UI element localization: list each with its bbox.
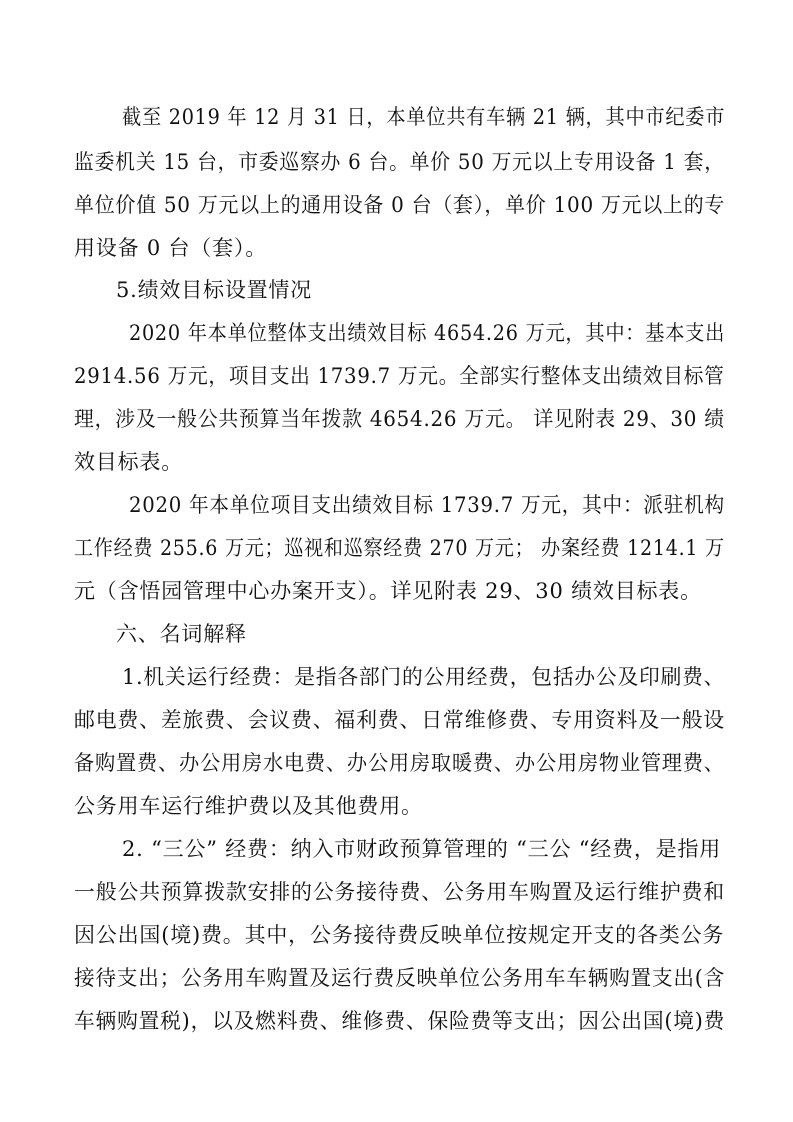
text-line: 理，涉及一般公共预算当年拨款 4654.26 万元。 详见附表 29、30 绩 <box>74 407 725 431</box>
text-line: 车辆购置税)，以及燃料费、维修费、保险费等支出；因公出国(境)费 <box>74 1009 726 1033</box>
text-line: 一般公共预算拨款安排的公务接待费、公务用车购置及运行维护费和 <box>74 880 725 904</box>
text-line: 1.机关运行经费：是指各部门的公用经费，包括办公及印刷费、 <box>122 665 726 689</box>
text-line: 邮电费、差旅费、会议费、福利费、日常维修费、专用资料及一般设 <box>74 708 725 732</box>
text-line: 2020 年本单位项目支出绩效目标 1739.7 万元，其中：派驻机构 <box>129 493 725 517</box>
text-line: 接待支出；公务用车购置及运行费反映单位公务用车车辆购置支出(含 <box>74 966 725 990</box>
text-line: 因公出国(境)费。其中，公务接待费反映单位按规定开支的各类公务 <box>74 923 725 947</box>
text-line: 单位价值 50 万元以上的通用设备 0 台（套），单价 100 万元以上的专 <box>74 193 726 217</box>
text-line: 备购置费、办公用房水电费、办公用房取暖费、办公用房物业管理费、 <box>74 751 725 775</box>
text-line: 截至 2019 年 12 月 31 日，本单位共有车辆 21 辆，其中市纪委市 <box>122 105 726 129</box>
text-line: 工作经费 255.6 万元；巡视和巡察经费 270 万元； 办案经费 1214.1 万 <box>74 536 725 560</box>
text-line: 公务用车运行维护费以及其他费用。 <box>74 794 423 818</box>
text-line: 效目标表。 <box>74 450 183 474</box>
text-line: 2914.56 万元，项目支出 1739.7 万元。全部实行整体支出绩效目标管 <box>74 364 725 388</box>
text-line: 2. “三公” 经费：纳入市财政预算管理的 “三公 “经费，是指用 <box>122 837 722 861</box>
text-line: 2020 年本单位整体支出绩效目标 4654.26 万元，其中：基本支出 <box>129 321 726 345</box>
section-heading: 六、名词解释 <box>116 622 247 646</box>
text-line: 用设备 0 台（套）。 <box>74 236 268 260</box>
text-line: 元（含悟园管理中心办案开支）。详见附表 29、30 绩效目标表。 <box>74 579 702 603</box>
text-line: 监委机关 15 台，市委巡察办 6 台。单价 50 万元以上专用设备 1 套， <box>74 150 725 174</box>
section-heading: 5.绩效目标设置情况 <box>116 278 313 302</box>
